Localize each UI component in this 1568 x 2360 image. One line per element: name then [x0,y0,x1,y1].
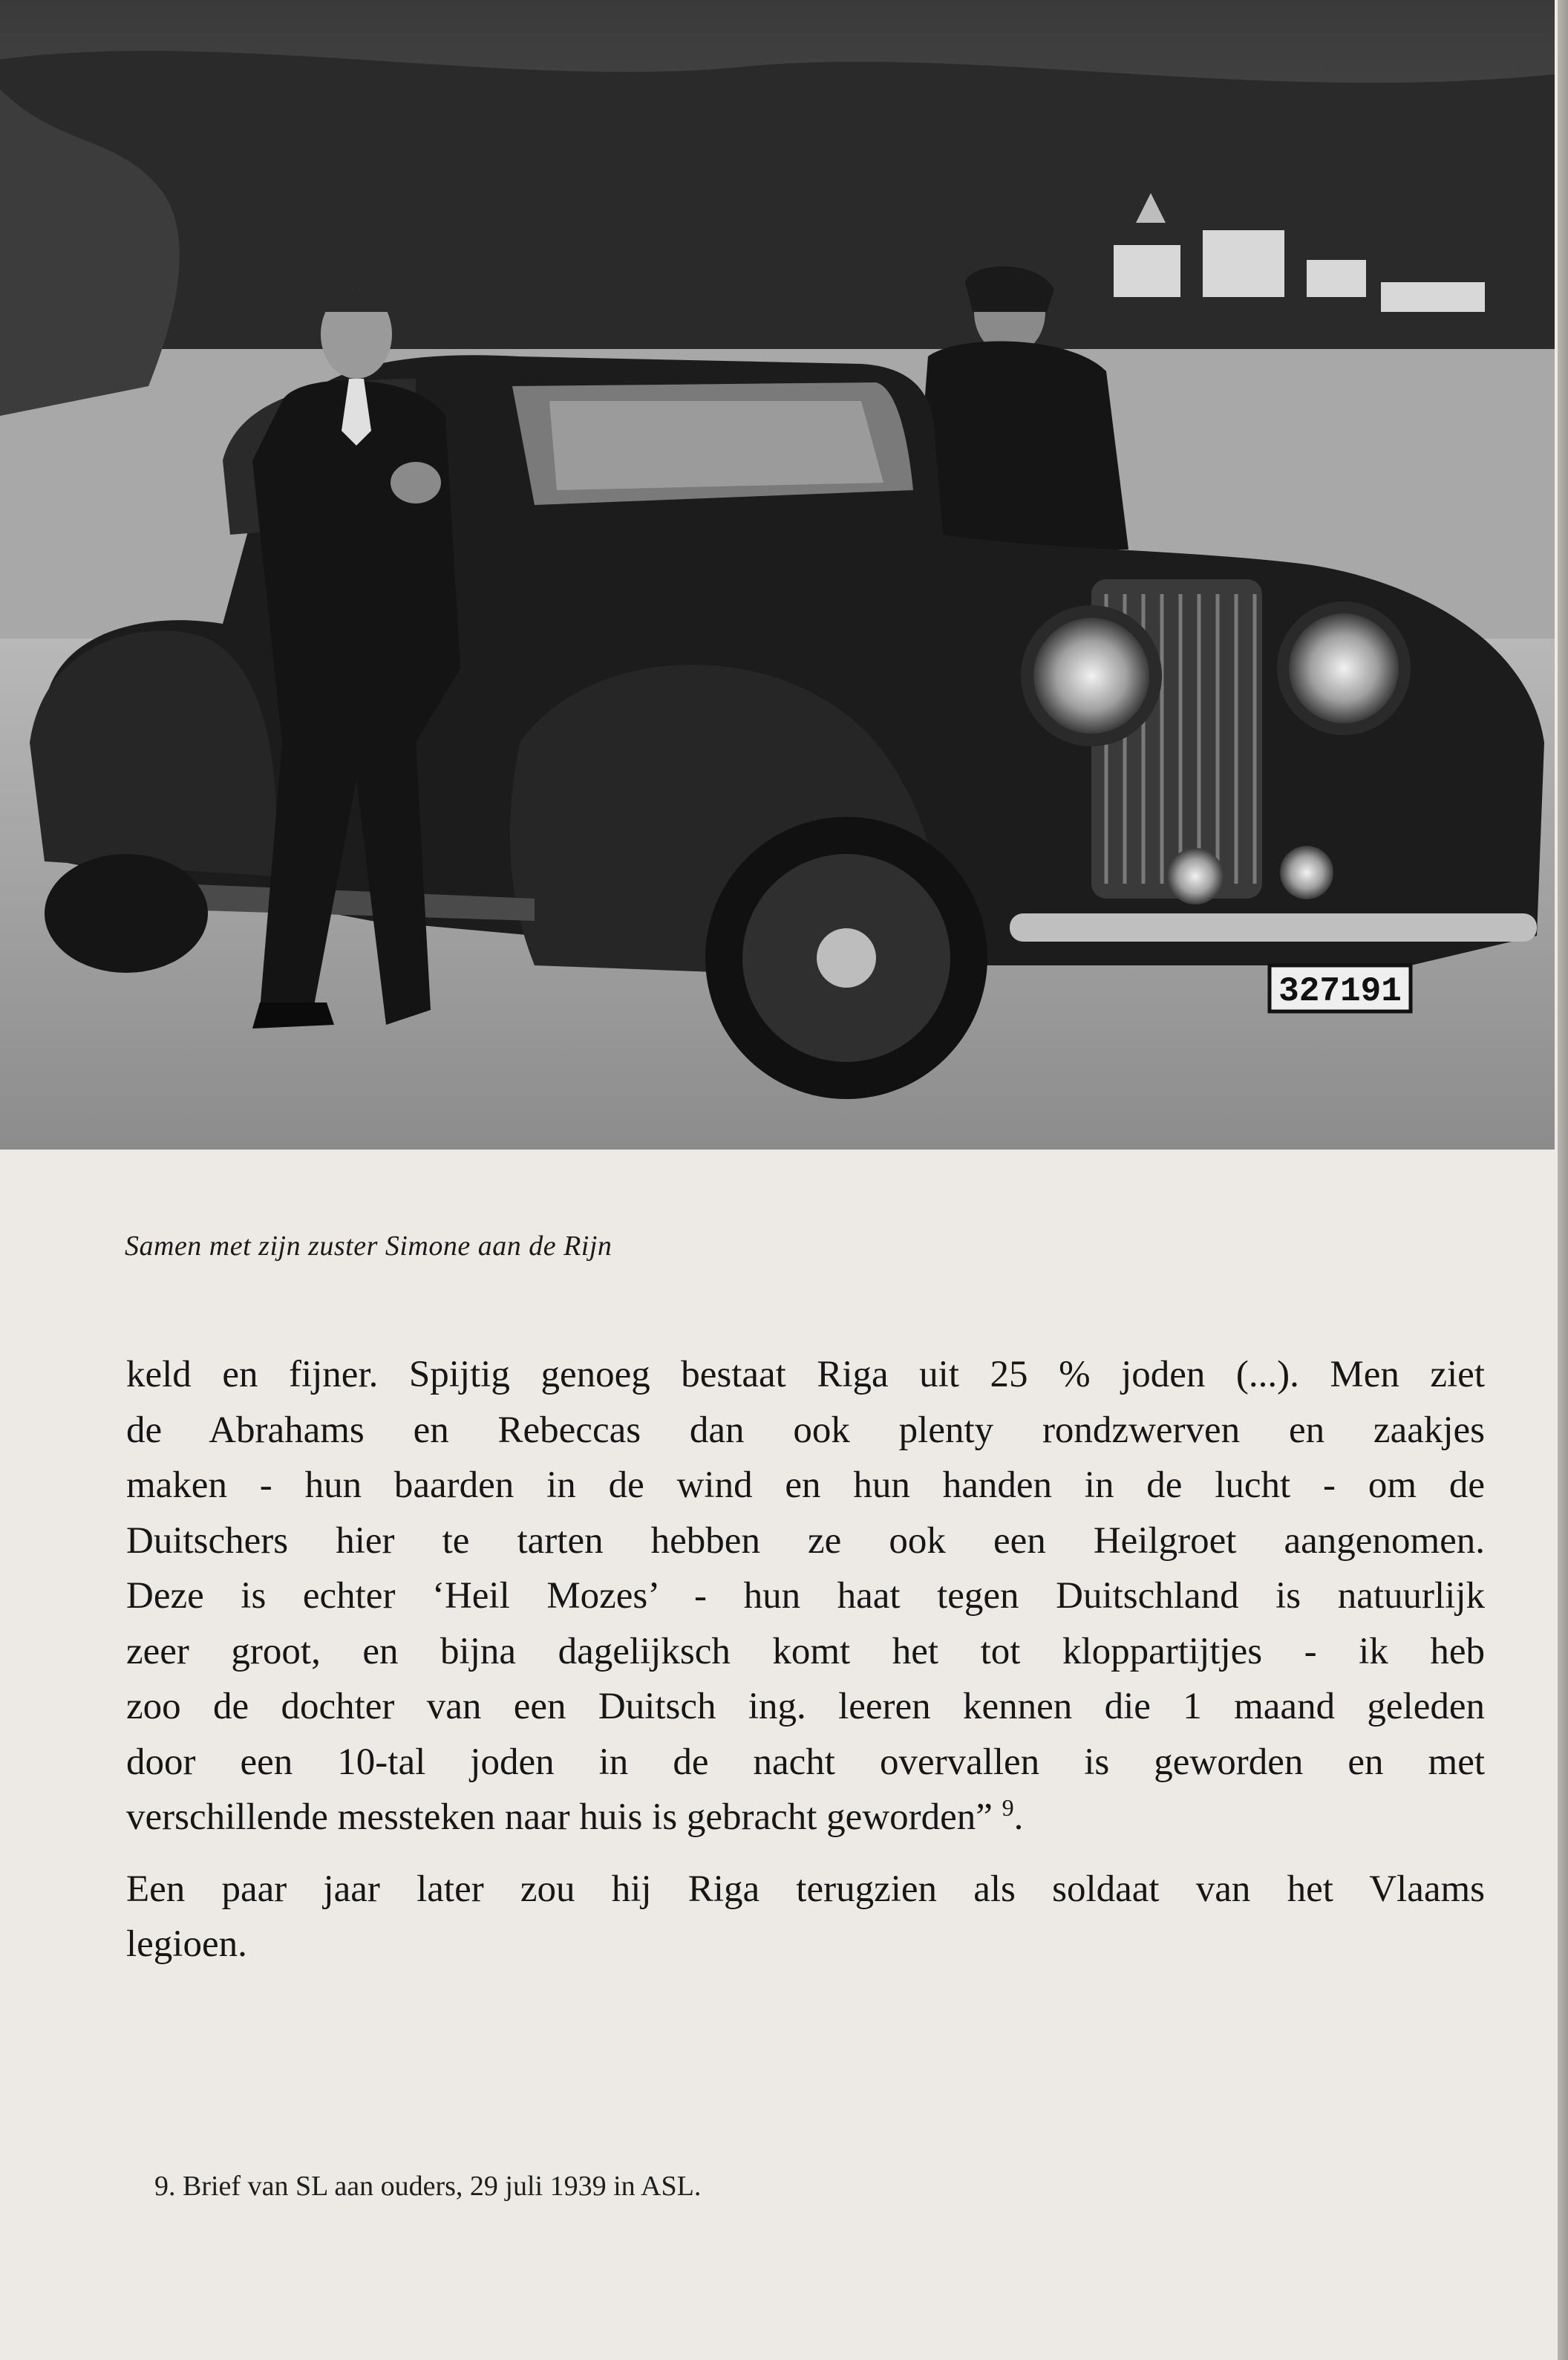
text-line: Een paar jaar later zou hij Riga terugzien als soldaat van het Vlaams [126,1868,1485,1910]
text-line: Deze is echter ‘Heil Mozes’ - hun haat tegen Duitschland is natuurlijk [126,1575,1485,1617]
paragraph-1 [126,1347,1485,1845]
text-line: door een 10-tal joden in de nacht overvallen is geworden en met [126,1741,1485,1783]
end-punctuation: . [1013,1796,1024,1838]
text-line: maken - hun baarden in de wind en hun handen in de lucht - om de [126,1464,1485,1506]
text-line: keld en fijner. Spijtig genoeg bestaat Riga uit 25 % joden (...). Men ziet [126,1354,1485,1395]
body-text [126,1347,1485,1972]
photo-caption: Samen met zijn zuster Simone aan de Rijn [125,1230,612,1262]
text-line: de Abrahams en Rebeccas dan ook plenty rondzwerven en zaakjes [126,1409,1485,1451]
license-plate: 327191 [1278,972,1402,1011]
text-line: legioen. [126,1923,247,1965]
text-line-content: verschillende messteken naar huis is gebracht geworden” [126,1796,993,1838]
paragraph-2 [126,1862,1485,1972]
footnote: 9. Brief van SL aan ouders, 29 juli 1939 in ASL. [154,2171,702,2202]
footnote-reference[interactable]: 9 [1002,1794,1014,1821]
text-line: Duitschers hier te tarten hebben ze ook een Heilgroet aangenomen. [126,1519,1485,1562]
text-line: zoo de dochter van een Duitsch ing. leeren kennen die 1 maand geleden [126,1686,1485,1727]
text-line: zeer groot, en bijna dagelijksch komt het tot kloppartijtjes - ik heb [126,1630,1485,1672]
car-photograph [0,0,1555,1150]
vintage-car-photo [0,0,1555,1150]
text-line [126,1790,1485,1845]
page-edge [1558,0,1568,2360]
